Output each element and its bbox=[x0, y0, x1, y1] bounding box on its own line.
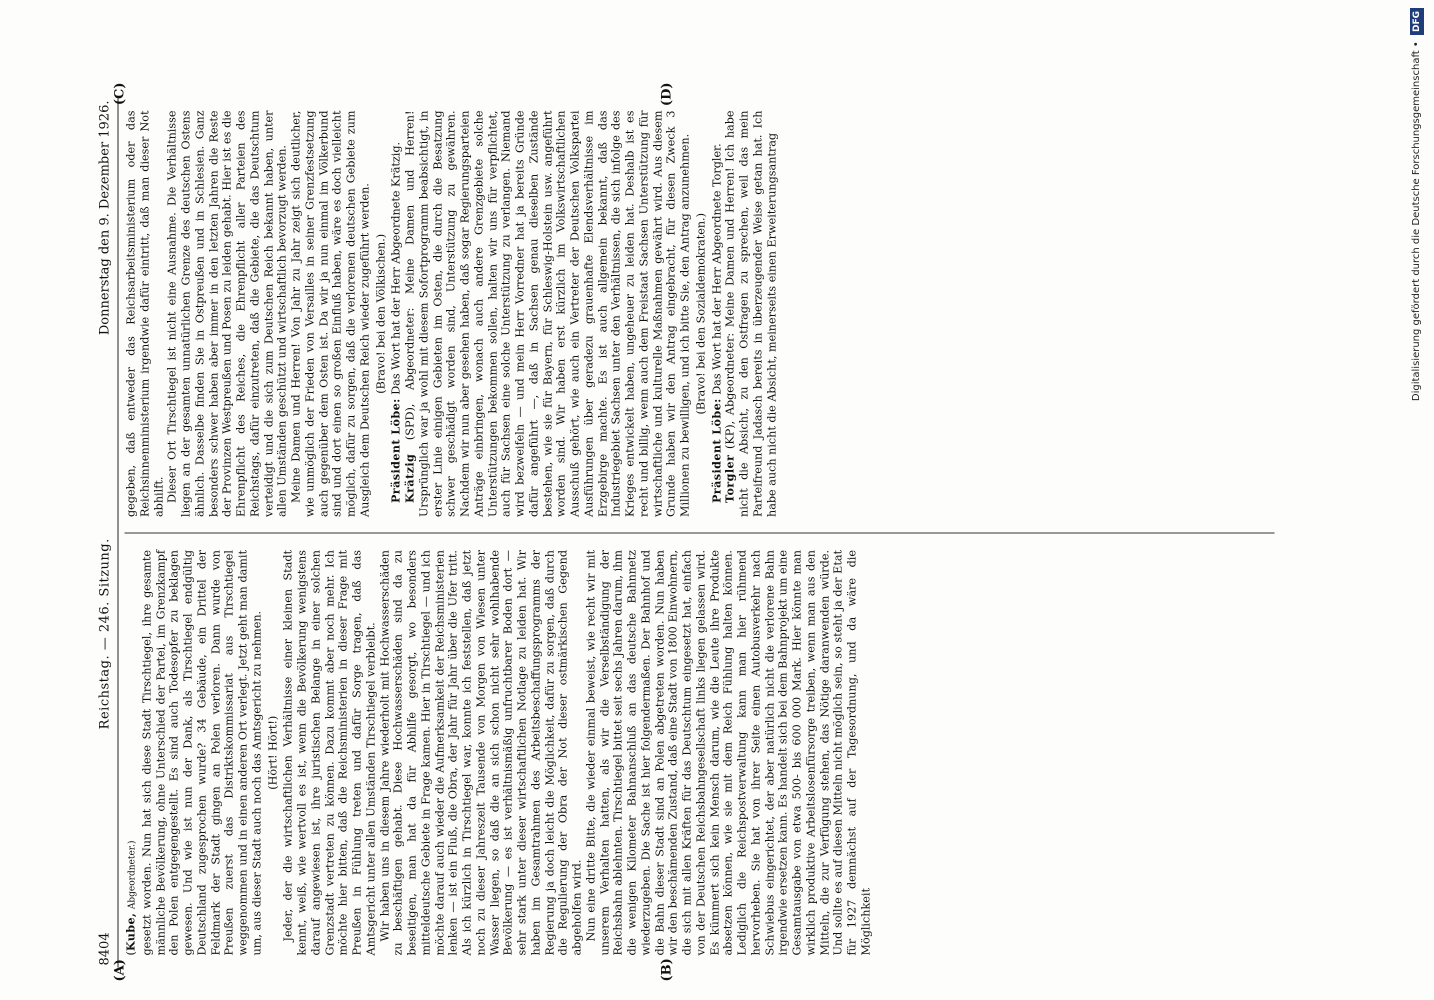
dfg-logo: DFG bbox=[1410, 8, 1424, 35]
president-statement bbox=[710, 111, 724, 518]
speaker-line: (Kube, Abgeordneter.) bbox=[123, 840, 138, 956]
sidenote-label: Digitalisierung gefördert durch die Deutsche Forschungsgemeinschaft bbox=[1411, 50, 1422, 402]
speaker-name: Torgler bbox=[722, 454, 737, 503]
interjection: (Bravo! bei den Völkischen.) bbox=[374, 233, 387, 394]
president-text: Das Wort hat der Herr Abgeordnete Krätzig. bbox=[389, 141, 403, 395]
speech-text: (KP), Abgeordneter: Meine Damen und Herren! Ich habe nicht die Absicht, zu den Ostfragen zu sprechen, weil das mein Parteifreund Jadasch bereits in überzeugender Weise getan hat. Ich habe auch nicht die Absicht, meinerseits einen Erweiterungsantrag bbox=[723, 110, 778, 517]
interjection: (Hört! Hört!) bbox=[266, 715, 279, 790]
speaker-name: Krätzig bbox=[402, 453, 417, 503]
text-columns bbox=[125, 95, 1275, 972]
page-header bbox=[98, 95, 114, 972]
right-column bbox=[125, 95, 1275, 534]
paragraph: gegeben, daß entweder das Reichsarbeitsministerium oder das Reichsinnenministerium irgendwie dafür eintritt, daß man dieser Not abhilft. bbox=[124, 110, 165, 517]
president-text: Das Wort hat der Herr Abgeordnete Torgler. bbox=[710, 143, 723, 395]
speech bbox=[724, 111, 779, 518]
margin-mark-b: (B) bbox=[659, 958, 675, 982]
paragraph: Dieser Ort Tirschtiegel ist nicht eine Ausnahme. Die Verhältnisse liegen an der gesamten unnatürlichen Grenze des deutschen Ostens ähnlich. Dasselbe finden Sie in Ostpreußen und in Schlesien. Ganz besonders schwer haben aber immer in den letzten Jahren die Reste der Provinzen Westpreußen und Posen zu leiden gehabt. Hier ist es die Ehrenpflicht des Reiches, die Ehrenpflicht aller Parteien des Reichstags, dafür einzutreten, daß die Gebiete, die das Deutschtum verteidigt und die sich zum Deutschen Reich bekannt haben, unter allen Umständen geschützt und wirtschaftlich bevorzugt werden. bbox=[165, 110, 289, 517]
session-date: Donnerstag den 9. Dezember 1926. bbox=[97, 100, 113, 336]
president-label: Präsident Löbe: bbox=[388, 398, 403, 503]
rotated-page-content bbox=[76, 81, 1326, 986]
digitization-sidenote bbox=[1406, 0, 1428, 1000]
margin-mark-d: (D) bbox=[659, 82, 675, 107]
margin-mark-c: (C) bbox=[112, 82, 128, 106]
left-column bbox=[125, 533, 1275, 972]
paragraph: Meine Damen und Herren! Von Jahr zu Jahr zeigt sich deutlicher, wie unmöglich der Frieden von Versailles in seiner Grenzfestsetzung auch gegenüber dem Osten ist. Da wir ja nun einmal im Völkerbund sind und dort einen so großen Einfluß haben, wäre es doch vielleicht möglich, dafür zu sorgen, daß die verlorenen deutschen Gebiete zum Ausgleich dem Deutschen Reich wieder zugeführt werden. bbox=[289, 110, 372, 517]
header-rule bbox=[118, 99, 119, 968]
interjection: (Bravo! bei den Sozialdemokraten.) bbox=[694, 213, 708, 415]
speech bbox=[404, 111, 693, 518]
margin-mark-a: (A) bbox=[112, 959, 128, 982]
speech-text: (SPD), Abgeordneter: Meine Damen und Herren! Ursprünglich war ja wohl mit diesem Sofortprogramm beabsichtigt, in erster Linie einigen Gebieten im Osten, die durch die Besatzung schwer geschädigt worden sind, Unterstützung zu gewähren. Nachdem wir nun aber gesehen haben, daß sogar Regierungsparteien Anträge einbringen, wonach auch andere Grenzgebiete solche Unterstützungen bekommen sollen, halten wir uns für verpflichtet, auch für Sachsen eine solche Unterstützung zu verlangen. Niemand wird bezweifeln — und mein Herr Vorredner hat ja bereits Gründe dafür angeführt —, daß in Sachsen genau dieselben Zustände bestehen, wie sie für Bayern, für Schleswig-Holstein usw. angeführt worden sind. Wir haben erst kürzlich im Volkswirtschaftlichen Ausschuß gehört, wie auch ein Vertreter der Deutschen Volkspartei Ausführungen über geradezu grauenhafte Elendsverhältnisse im Erzgebirge machte. Es ist auch allgemein bekannt, daß das Industriegebiet Sachsen unter den Verhältnissen, die sich infolge des Krieges entwickelt haben, ungeheuer zu leiden hat. Deshalb ist es recht und billig, wenn auch dem Freistaat Sachsen Unterstützung für wirtschaftliche und kulturelle Maßnahmen gewährt wird. Aus diesem Grunde haben wir den Antrag eingebracht, für diesen Zweck 3 Millionen zu bewilligen, und ich bitte Sie, den Antrag anzunehmen. bbox=[403, 110, 692, 517]
sidenote-text: Digitalisierung gefördert durch die Deutsche Forschungsgemeinschaft • DFG bbox=[1406, 0, 1428, 1000]
paragraph: Wir haben uns in diesem Jahre wiederholt mit Hochwasserschäden zu beschäftigen gehabt. Diese Hochwasserschäden sind da zu beseitigen, man hat da für Abhilfe gesorgt, wo besonders mitteldeutsche Gebiete in Frage kamen. Hier in Tirschtiegel — und ich möchte darauf auch wieder die Aufmerksamkeit der Reichsministerien lenken — ist ein Fluß, die Obra, der Jahr für Jahr über die Ufer tritt. Als ich kürzlich in Tirschtiegel war, konnte ich feststellen, daß jetzt noch zu dieser Jahreszeit Tausende von Morgen von Wiesen unter Wasser liegen, so daß die an sich schon nicht sehr wohlhabende Bevölkerung — es ist verhältnismäßig unfruchtbarer Boden dort — sehr stark unter dieser wirtschaftlichen Notlage zu leiden hat. Wir haben im Gesamtrahmen des Arbeitsbeschaffungsprogramms der Regierung ja doch leicht die Möglichkeit, dafür zu sorgen, daß durch die Regulierung der Obra der Not dieser ostmärkischen Gegend abgeholfen wird. bbox=[378, 550, 584, 956]
paragraph: Jeder, der die wirtschaftlichen Verhältnisse einer kleinen Stadt kennt, weiß, wie wertvoll es ist, wenn die Bevölkerung wenigstens darauf angewiesen ist, ihre juristischen Belange in einer solchen Grenzstadt vertreten zu können. Dazu kommt aber noch mehr. Ich möchte hier bitten, daß die Reichsministerien in dieser Frage mit Preußen in Fühlung treten und dafür Sorge tragen, daß das Amtsgericht unter allen Umständen Tirschtiegel verbleibt. bbox=[281, 550, 378, 956]
page-number: 8404 bbox=[97, 932, 113, 966]
speaker-role: Abgeordneter.) bbox=[127, 840, 138, 910]
president-statement bbox=[390, 111, 404, 518]
paragraph: gesetzt worden. Nun hat sich diese Stadt Tirschtiegel, ihre gesamte männliche Bevölkerung, ohne Unterschied der Partei, im Grenzkampf den Polen entgegengestellt. Es sind auch Todesopfer zu beklagen gewesen. Und wie ist nun der Dank, als Tirschtiegel endgültig Deutschland zugesprochen wurde? 34 Gebäude, ein Drittel der Feldmark der Stadt gingen an Polen verloren. Dann wurde von Preußen zuerst das Distriktskommissariat aus Tirschtiegel weggenommen und in einen anderen Ort verlegt. Jetzt geht man damit um, aus dieser Stadt auch noch das Amtsgericht zu nehmen. bbox=[140, 550, 264, 956]
speaker-name: Kube, bbox=[123, 912, 138, 952]
paragraph: Nun eine dritte Bitte, die wieder einmal beweist, wie recht wir mit unserem Verhalten hatten, als wir die Verselbständigung der Reichsbahn ablehnten. Tirschtiegel bittet seit sechs Jahren darum, ihm die wenigen Kilometer Bahnanschluß an das deutsche Bahnnetz wiederzugeben. Die Sache ist hier folgendermaßen. Der Bahnhof und die Bahn dieser Stadt sind an Polen abgetreten worden. Nun haben wir den beschämenden Zustand, daß eine Stadt von 1800 Einwohnern, die sich mit allen Kräften für das Deutschtum eingesetzt hat, einfach von der Deutschen Reichsbahngesellschaft links liegen gelassen wird. Es kümmert sich kein Mensch darum, wie die Leute ihre Produkte absetzen können, wie sie mit dem Reich Fühlung halten können. Lediglich die Reichspostverwaltung kann man hier rühmend hervorheben. Sie hat von ihrer Seite einen Autobusverkehr nach Schwiebus eingerichtet, der aber natürlich nicht die verlorene Bahn irgendwie ersetzen kann. Es handelt sich bei dem Bahnprojekt um eine Gesamtausgabe von etwa 500- bis 600 000 Mark. Hier könnte man wirklich produktive Arbeitslosenfürsorge treiben, wenn man aus den Mitteln, die zur Verfügung stehen, das Nötige daranwenden würde. Und sollte es auf diesen Mitteln nicht möglich sein, so steht ja der Etat für 1927 demnächst auf der Tagesordnung, und da wäre die Möglichkeit bbox=[584, 549, 873, 956]
session-title: Reichstag. — 246. Sitzung. bbox=[97, 538, 113, 730]
president-label: Präsident Löbe: bbox=[709, 398, 723, 503]
